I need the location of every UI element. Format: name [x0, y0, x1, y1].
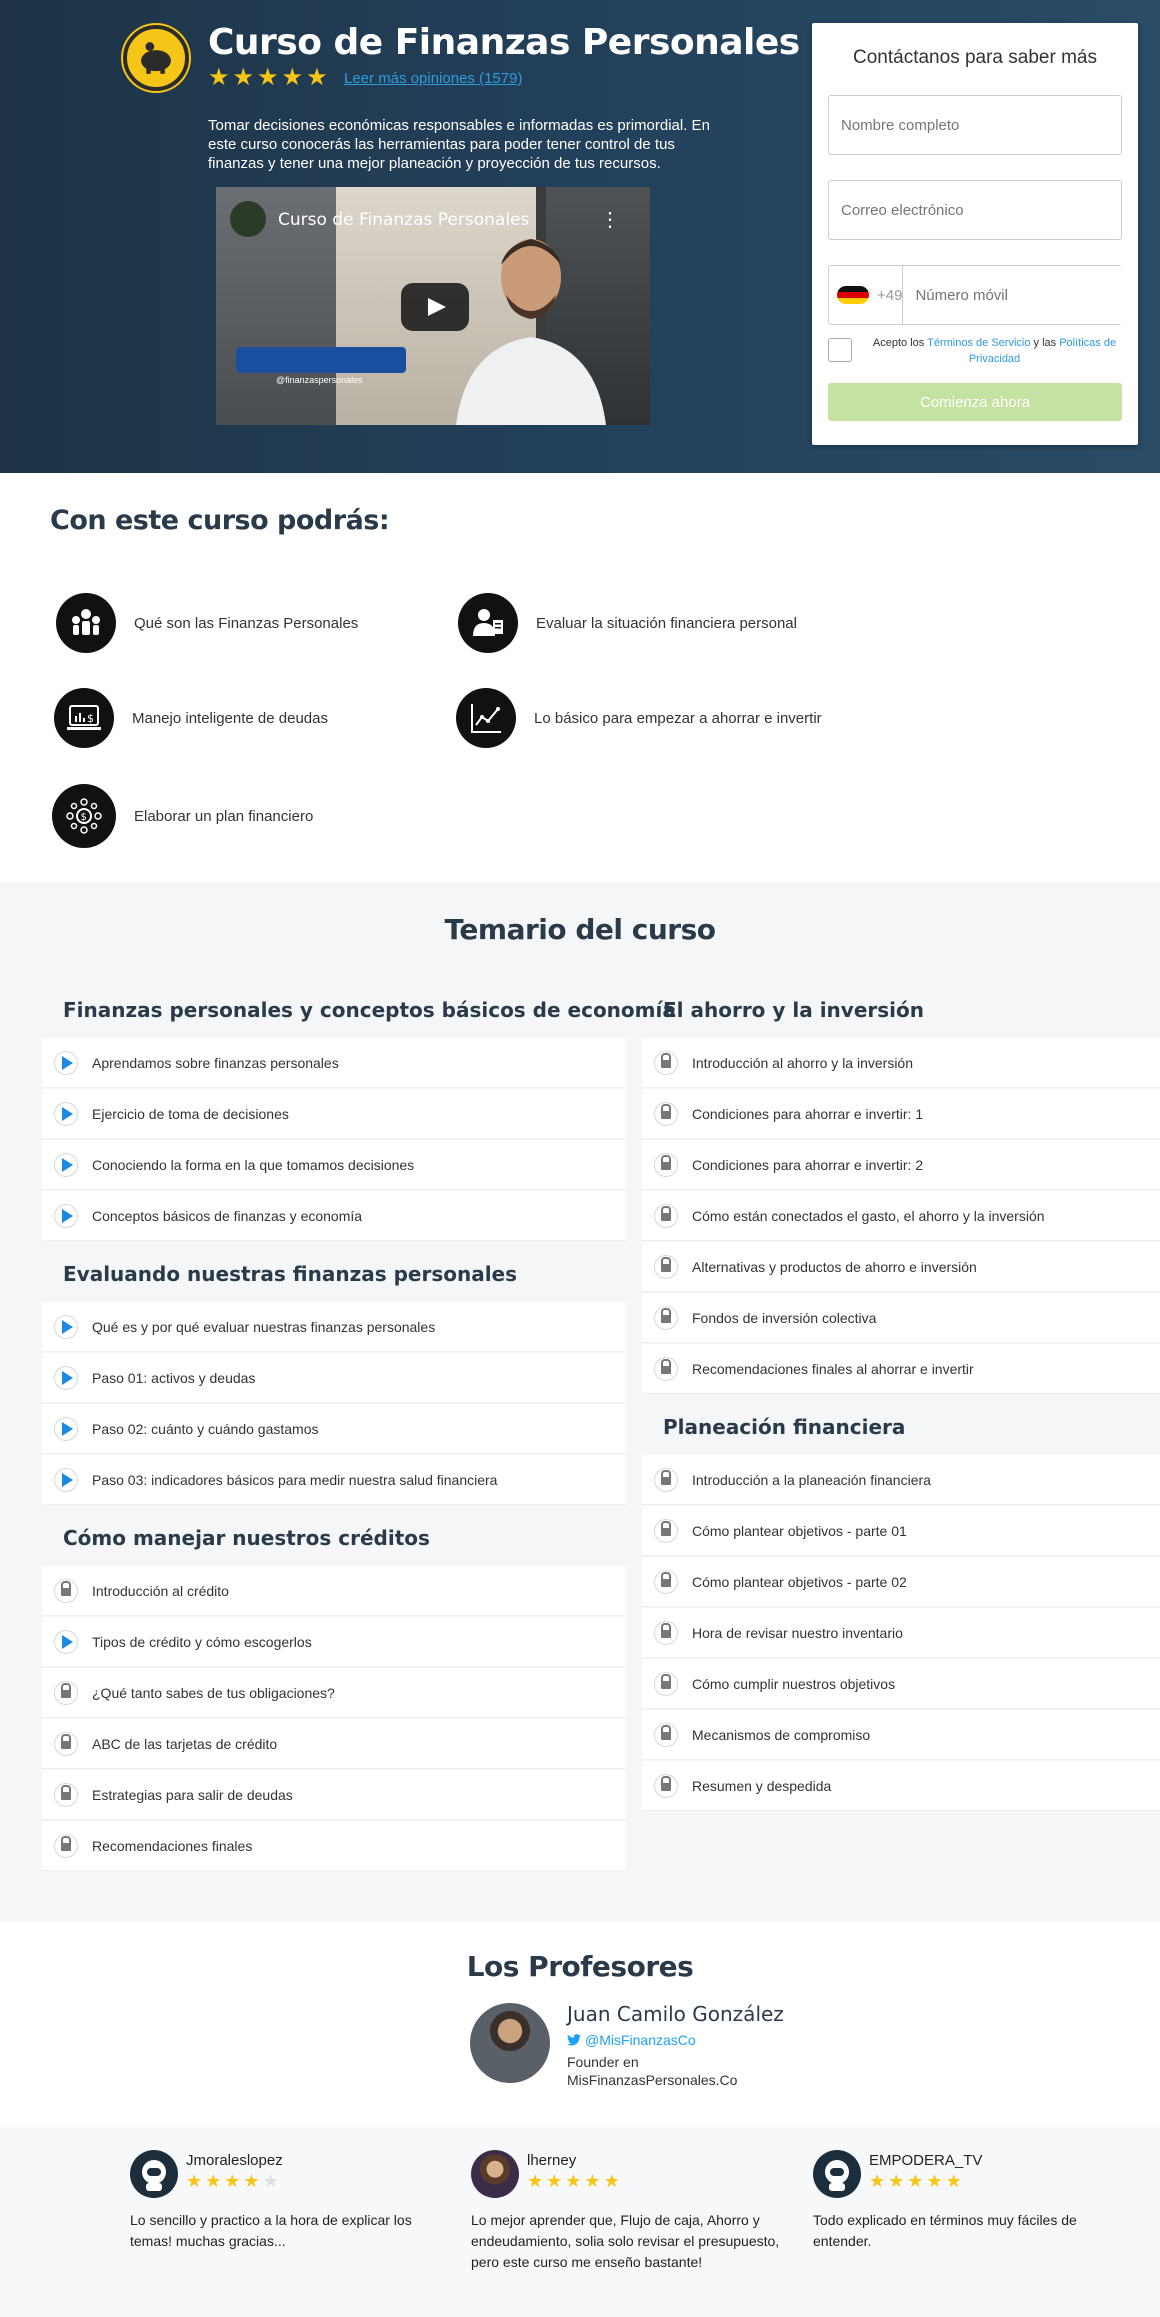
laptop-money-icon	[54, 688, 114, 748]
lock-icon	[654, 1774, 678, 1798]
lock-icon	[654, 1621, 678, 1645]
reviewer-name: EMPODERA_TV	[869, 2152, 983, 2169]
play-icon	[54, 1102, 78, 1126]
lock-icon	[54, 1732, 78, 1756]
lesson-label: Paso 03: indicadores básicos para medir nuestra salud financiera	[92, 1471, 498, 1488]
star-icon: ★	[584, 2171, 601, 2191]
play-button[interactable]	[401, 283, 469, 331]
phone-field-group	[828, 265, 1122, 325]
star-icon: ★	[888, 2171, 905, 2191]
lock-icon	[54, 1834, 78, 1858]
lesson-label: ABC de las tarjetas de crédito	[92, 1735, 278, 1752]
review-stars	[869, 2172, 962, 2190]
star-icon: ★	[243, 2171, 260, 2191]
privacy-link[interactable]: Políticas de Privacidad	[968, 337, 1117, 365]
lesson-label: Paso 01: activos y deudas	[92, 1369, 256, 1386]
section-title: Evaluando nuestras finanzas personales	[63, 1262, 518, 1286]
growth-chart-icon	[456, 688, 516, 748]
lesson-label: Condiciones para ahorrar e invertir: 2	[692, 1156, 924, 1173]
astronaut-avatar-icon	[130, 2150, 178, 2198]
lesson-label: Fondos de inversión colectiva	[692, 1309, 877, 1326]
benefit-label: Evaluar la situación financiera personal	[536, 614, 797, 632]
teachers-title: Los Profesores	[466, 1950, 694, 1983]
lesson-label: Conceptos básicos de finanzas y economía	[92, 1207, 363, 1224]
reviewer-name: lherney	[527, 2152, 577, 2169]
review-stars	[186, 2172, 279, 2190]
benefit-item	[52, 784, 313, 848]
svg-text:$: $	[80, 812, 87, 823]
star-icon: ★	[945, 2171, 962, 2191]
more-vert-icon[interactable]: ⋮	[600, 209, 620, 231]
star-icon: ★	[186, 2171, 203, 2191]
reviews-link[interactable]: Leer más opiniones (1579)	[344, 70, 523, 87]
lesson-item[interactable]	[642, 1089, 1160, 1139]
lesson-item[interactable]	[42, 1455, 626, 1505]
terms-link[interactable]: Términos de Servicio	[927, 337, 1031, 349]
lock-icon	[654, 1723, 678, 1747]
lesson-item[interactable]	[642, 1659, 1160, 1709]
star-icon: ★	[306, 64, 328, 91]
lesson-item[interactable]	[42, 1302, 626, 1352]
country-code-select[interactable]	[829, 266, 903, 324]
review-text: Lo mejor aprender que, Flujo de caja, Ahorro y endeudamiento, solia solo revisar el presupuesto, pero este curso me enseño bastante!	[471, 2212, 780, 2270]
lesson-item[interactable]	[42, 1821, 626, 1871]
lesson-item[interactable]	[42, 1668, 626, 1718]
money-network-icon	[52, 784, 116, 848]
lock-icon	[654, 1357, 678, 1381]
twitter-handle: @MisFinanzasCo	[585, 2032, 696, 2048]
lesson-item[interactable]	[642, 1293, 1160, 1343]
teacher-role: Founder en MisFinanzasPersonales.Co	[567, 2054, 738, 2088]
lesson-item[interactable]	[42, 1617, 626, 1667]
terms-prefix: Acepto los	[872, 337, 928, 349]
star-icon: ★	[565, 2171, 582, 2191]
astronaut-avatar-icon	[813, 2150, 861, 2198]
lesson-item[interactable]	[42, 1770, 626, 1820]
star-icon: ★	[926, 2171, 943, 2191]
section-title: Finanzas personales y conceptos básicos de economía	[63, 998, 676, 1022]
lesson-item[interactable]	[642, 1038, 1160, 1088]
lesson-item[interactable]	[642, 1140, 1160, 1190]
lesson-item[interactable]	[642, 1455, 1160, 1505]
lesson-label: Recomendaciones finales	[92, 1837, 253, 1854]
play-icon	[54, 1630, 78, 1654]
star-icon: ★	[869, 2171, 886, 2191]
lesson-label: Qué es y por qué evaluar nuestras finanzas personales	[92, 1318, 436, 1335]
lesson-label: Aprendamos sobre finanzas personales	[92, 1054, 339, 1071]
section-title: Cómo manejar nuestros créditos	[63, 1526, 430, 1550]
lesson-label: Cómo plantear objetivos - parte 01	[692, 1522, 907, 1539]
benefit-item	[56, 593, 358, 653]
lesson-item[interactable]	[42, 1719, 626, 1769]
section-title: El ahorro y la inversión	[663, 998, 924, 1022]
lesson-label: Recomendaciones finales al ahorrar e invertir	[692, 1360, 974, 1377]
lesson-item[interactable]	[42, 1404, 626, 1454]
lock-icon	[654, 1102, 678, 1126]
lesson-item[interactable]	[642, 1506, 1160, 1556]
lesson-label: Alternativas y productos de ahorro e inversión	[692, 1258, 977, 1275]
play-icon	[54, 1153, 78, 1177]
video-title[interactable]: Curso de Finanzas Personales	[278, 210, 530, 230]
teacher-avatar	[470, 2003, 550, 2083]
section-title: Planeación financiera	[663, 1415, 906, 1439]
lesson-label: Introducción a la planeación financiera	[692, 1471, 931, 1488]
lesson-label: Hora de revisar nuestro inventario	[692, 1624, 903, 1641]
syllabus-title: Temario del curso	[444, 913, 716, 946]
star-icon: ★	[208, 64, 230, 91]
svg-text:$: $	[87, 712, 94, 725]
star-icon: ★	[281, 64, 304, 91]
lesson-item[interactable]	[42, 1038, 626, 1088]
lesson-label: Paso 02: cuánto y cuándo gastamos	[92, 1420, 319, 1437]
course-description: Tomar decisiones económicas responsables e informadas es primordial. En este curso conocerás las herramientas para poder tener control de tus finanzas y tener una mejor planeación y proyección de tus recursos.	[208, 117, 710, 172]
twitter-icon	[567, 2034, 581, 2046]
teacher-twitter-link[interactable]	[567, 2032, 696, 2048]
lesson-item[interactable]	[42, 1353, 626, 1403]
lesson-label: Cómo están conectados el gasto, el ahorro y la inversión	[692, 1207, 1045, 1224]
play-icon	[54, 1468, 78, 1492]
lock-icon	[54, 1579, 78, 1603]
contact-form	[812, 23, 1138, 445]
lesson-label: Conociendo la forma en la que tomamos decisiones	[92, 1156, 415, 1173]
lesson-label: Cómo plantear objetivos - parte 02	[692, 1573, 907, 1590]
lock-icon	[54, 1681, 78, 1705]
star-icon: ★	[907, 2171, 924, 2191]
lesson-label: Introducción al ahorro y la inversión	[692, 1054, 914, 1071]
name-field[interactable]	[828, 95, 1122, 155]
country-code: +49	[877, 286, 903, 304]
star-icon: ★	[527, 2171, 544, 2191]
rating-stars	[208, 66, 328, 90]
benefit-item	[54, 688, 328, 748]
lock-icon	[654, 1255, 678, 1279]
review-text: Lo sencillo y practico a la hora de explicar los temas! muchas gracias...	[130, 2212, 412, 2249]
lesson-item[interactable]	[642, 1761, 1160, 1811]
presenter-image	[456, 217, 606, 425]
review-text: Todo explicado en términos muy fáciles de entender.	[813, 2212, 1077, 2249]
play-icon	[54, 1366, 78, 1390]
benefit-label: Elaborar un plan financiero	[134, 807, 314, 825]
lesson-label: Introducción al crédito	[92, 1582, 229, 1599]
channel-logo-icon[interactable]	[230, 201, 266, 237]
lesson-item[interactable]	[642, 1191, 1160, 1241]
lesson-label: Mecanismos de compromiso	[692, 1726, 871, 1743]
people-icon	[56, 593, 116, 653]
review-stars	[527, 2172, 620, 2190]
lock-icon	[654, 1672, 678, 1696]
lesson-label: Cómo cumplir nuestros objetivos	[692, 1675, 896, 1692]
lock-icon	[654, 1570, 678, 1594]
star-icon: ★	[205, 2171, 222, 2191]
star-icon: ★	[603, 2171, 620, 2191]
email-field[interactable]	[828, 180, 1122, 240]
play-icon	[54, 1204, 78, 1228]
star-icon: ★	[232, 64, 255, 91]
lesson-item[interactable]	[642, 1242, 1160, 1292]
benefit-label: Lo básico para empezar a ahorrar e invertir	[534, 709, 822, 727]
lesson-label: Condiciones para ahorrar e invertir: 1	[692, 1105, 924, 1122]
play-icon	[54, 1315, 78, 1339]
lesson-label: Resumen y despedida	[692, 1777, 832, 1794]
lesson-item[interactable]	[642, 1710, 1160, 1760]
benefit-item	[458, 593, 797, 653]
germany-flag-icon	[837, 286, 869, 304]
play-icon	[54, 1051, 78, 1075]
submit-button[interactable]: Comienza ahora	[828, 383, 1122, 421]
lesson-item[interactable]	[642, 1608, 1160, 1658]
form-title: Contáctanos para saber más	[853, 47, 1097, 68]
lock-icon	[654, 1051, 678, 1075]
lock-icon	[654, 1153, 678, 1177]
star-icon: ★	[546, 2171, 563, 2191]
phone-field[interactable]	[903, 266, 1126, 324]
benefits-title: Con este curso podrás:	[50, 505, 390, 536]
lesson-item[interactable]	[42, 1140, 626, 1190]
terms-mid: y las	[1030, 337, 1060, 349]
terms-text	[862, 335, 1127, 367]
person-document-icon	[458, 593, 518, 653]
lock-icon	[54, 1783, 78, 1807]
teacher-name: Juan Camilo González	[567, 2002, 784, 2026]
video-banner-handle: @finanzaspersonales	[276, 375, 363, 385]
lesson-label: ¿Qué tanto sabes de tus obligaciones?	[92, 1684, 335, 1701]
lesson-item[interactable]	[642, 1557, 1160, 1607]
lesson-label: Estrategias para salir de deudas	[92, 1786, 293, 1803]
lesson-item[interactable]	[42, 1089, 626, 1139]
lock-icon	[654, 1468, 678, 1492]
lock-icon	[654, 1519, 678, 1543]
lesson-label: Tipos de crédito y cómo escogerlos	[92, 1633, 312, 1650]
lesson-label: Ejercicio de toma de decisiones	[92, 1105, 289, 1122]
reviewer-name: Jmoraleslopez	[186, 2152, 283, 2169]
lesson-item[interactable]	[42, 1566, 626, 1616]
reviewer-avatar	[471, 2150, 519, 2198]
star-icon: ★	[224, 2171, 241, 2191]
benefit-label: Qué son las Finanzas Personales	[134, 614, 359, 632]
benefit-item	[456, 688, 822, 748]
lock-icon	[654, 1306, 678, 1330]
terms-checkbox[interactable]	[828, 338, 852, 362]
play-icon	[54, 1417, 78, 1441]
lock-icon	[654, 1204, 678, 1228]
benefit-label: Manejo inteligente de deudas	[132, 709, 328, 727]
piggy-bank-logo-icon	[123, 25, 189, 91]
lesson-item[interactable]	[42, 1191, 626, 1241]
lesson-item[interactable]	[642, 1344, 1160, 1394]
video-player[interactable]	[216, 187, 650, 425]
star-icon: ★	[257, 64, 279, 91]
star-empty-icon: ★	[262, 2171, 279, 2191]
video-banner	[236, 347, 406, 373]
course-title: Curso de Finanzas Personales	[208, 22, 800, 63]
